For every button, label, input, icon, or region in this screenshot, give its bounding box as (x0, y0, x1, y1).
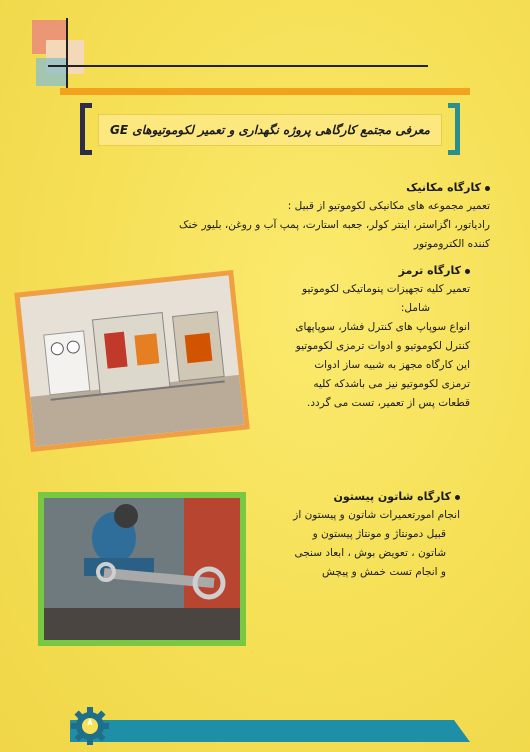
brake-workshop-photo (14, 270, 250, 452)
section-heading: کارگاه شاتون پیستون (230, 487, 460, 506)
decorative-line (66, 18, 68, 93)
section-line: و انجام تست خمش و پیچش (322, 566, 446, 578)
section-line: رادیاتور، اگزاستر، اینتر کولر، جعبه استارت، پمپ آب و روغن، بلیور خنک (179, 219, 490, 231)
section-line: شاتون ، تعویض بوش ، ابعاد سنجی (294, 547, 446, 559)
section-brake (260, 261, 470, 413)
bullet-icon (485, 186, 490, 191)
section-line: تعمیر مجموعه های مکانیکی لکوموتیو از قبیل : (287, 200, 490, 212)
page-title: معرفی مجتمع کارگاهی پروژه نگهداری و تعمیر لکوموتیوهای GE (98, 114, 442, 146)
decorative-band (60, 88, 470, 95)
section-line: قبیل دمونتاژ و مونتاژ پیستون و (312, 528, 446, 540)
section-heading: کارگاه ترمز (260, 261, 470, 280)
section-line: انواع سوپاپ های کنترل فشار، سوپاپهای (295, 321, 470, 333)
bullet-icon (455, 495, 460, 500)
page-number: ۸ (87, 718, 93, 728)
section-line: قطعات پس از تعمیر، تست می گردد. (307, 397, 470, 409)
section-line: این کارگاه مجهز به شبیه ساز ادوات (314, 359, 470, 371)
section-piston (230, 487, 460, 582)
bullet-icon (465, 269, 470, 274)
section-line: کنترل لکوموتیو و ادوات ترمزی لکوموتیو (295, 340, 470, 352)
decorative-square (36, 58, 66, 86)
footer-bar (70, 720, 470, 742)
section-line: تعمیر کلیه تجهیزات پنوماتیکی لکوموتیو (302, 283, 470, 295)
piston-workshop-photo (38, 492, 246, 646)
section-line: کننده الکتروموتور (413, 238, 490, 250)
section-heading: کارگاه مکانیک (30, 178, 490, 197)
decorative-line (48, 65, 428, 67)
section-line: ترمزی لکوموتیو نیز می باشدکه کلیه (313, 378, 470, 390)
section-line: انجام امورتعمیرات شاتون و پیستون از (293, 509, 460, 521)
section-mechanic (30, 178, 490, 254)
section-line: شامل: (400, 302, 430, 314)
